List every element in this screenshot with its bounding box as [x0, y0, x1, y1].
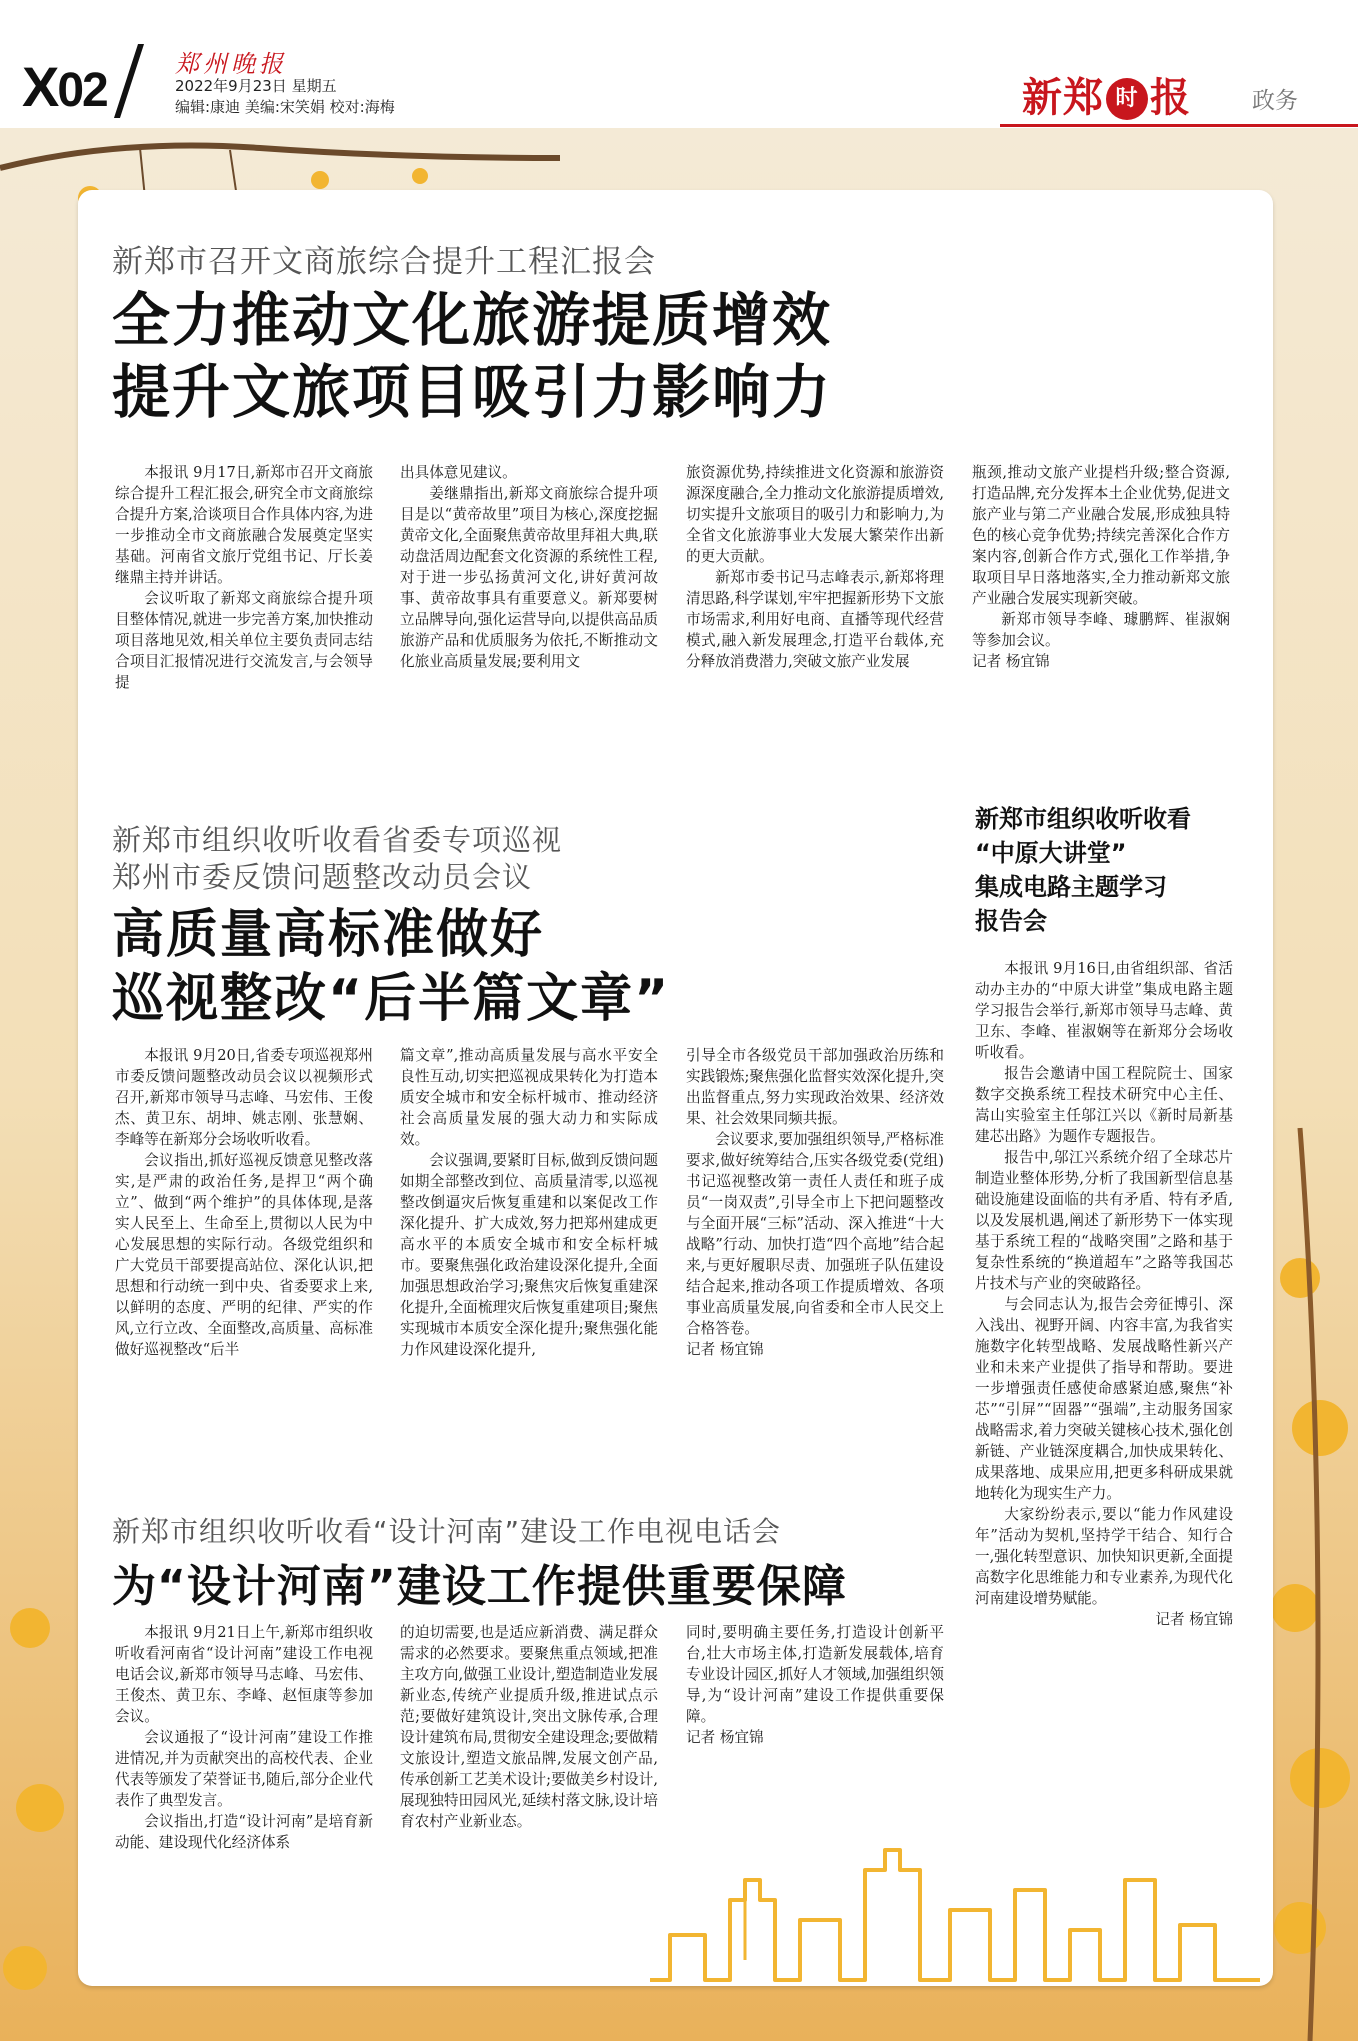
paragraph: 同时,要明确主要任务,打造设计创新平台,壮大市场主体,打造新发展载体,培育专业设计园区,抓好人才领域,加强组织领导,为“设计河南”建设工作提供重要保障。	[686, 1624, 944, 1725]
byline: 记者 杨宜锦	[686, 1341, 764, 1358]
paragraph: 本报讯 9月20日,省委专项巡视郑州市委反馈问题整改动员会议以视频形式召开,新郑市领导马志峰、马宏伟、王俊杰、黄卫东、胡坤、姚志刚、张慧娴、李峰等在新郑分会场收听收看。	[115, 1047, 373, 1148]
article4-column-2	[400, 1622, 658, 1832]
byline: 记者 杨宜锦	[1155, 1611, 1233, 1628]
article1-column-2	[400, 462, 658, 672]
editor-credits: 编辑:康迪 美编:宋笑娟 校对:海梅	[175, 98, 395, 116]
byline: 记者 杨宜锦	[972, 653, 1050, 670]
masthead	[0, 0, 1358, 128]
article2-headline-line1: 高质量高标准做好	[112, 905, 545, 965]
article2-column-1	[115, 1045, 373, 1360]
paragraph: 瓶颈,推动文旅产业提档升级;整合资源,打造品牌,充分发挥本土企业优势,促进文旅产业与第二产业融合发展,形成独具特色的核心竞争优势;持续完善深化合作方案内容,创新合作方式,强化工作举措,争取项目早日落地落实,全力推动新郑文旅产业融合发展实现新突破。	[972, 464, 1230, 607]
paragraph: 会议指出,抓好巡视反馈意见整改落实,是严肃的政治任务,是捍卫“两个确立”、做到“两个维护”的具体体现,是落实人民至上、生命至上,贯彻以人民为中心发展思想的实际行动。各级党组织和广大党员干部要提高站位、深化认识,把思想和行动统一到中央、省委要求上来,以鲜明的态度、严明的纪律、严实的作风,立行立改、全面整改,高质量、高标准做好巡视整改“后半	[115, 1152, 373, 1358]
article2-kicker-line1: 新郑市组织收听收看省委专项巡视	[112, 823, 563, 857]
article1-column-1	[115, 462, 373, 693]
article2-kicker-line2: 郑州市委反馈问题整改动员会议	[112, 860, 533, 894]
paragraph: 会议通报了“设计河南”建设工作推进情况,并为贡献突出的高校代表、企业代表等颁发了荣誉证书,随后,部分企业代表作了典型发言。	[115, 1729, 373, 1809]
paragraph: 与会同志认为,报告会旁征博引、深入浅出、视野开阔、内容丰富,为我省实施数字化转型战略、发展战略性新兴产业和未来产业提供了指导和帮助。要进一步增强责任感使命感紧迫感,聚焦“补芯”“引屏”“固器”“强端”,主动服务国家战略需求,着力突破关键核心技术,强化创新链、产业链深度耦合,加快成果转化、成果落地、成果应用,把更多科研成果就地转化为现实生产力。	[975, 1296, 1233, 1502]
paragraph: 会议强调,要紧盯目标,做到反馈问题如期全部整改到位、高质量清零,以巡视整改倒逼灾后恢复重建和以案促改工作深化提升、扩大成效,努力把郑州建成更高水平的本质安全城市和安全标杆城市。要聚焦强化政治建设深化提升,全面加强思想政治学习;聚焦灾后恢复重建深化提升,全面梳理灾后恢复重建项目;聚焦实现城市本质安全深化提升;聚焦强化能力作风建设深化提升,	[400, 1152, 658, 1358]
paragraph: 报告中,邬江兴系统介绍了全球芯片制造业整体形势,分析了我国新型信息基础设施建设面临的共有矛盾、特有矛盾,以及发展机遇,阐述了新形势下一体实现基于系统工程的“战略突围”之路和基于复杂性系统的“换道超车”之路等我国芯片技术与产业的突破路径。	[975, 1149, 1233, 1292]
masthead-divider	[114, 44, 144, 118]
issue-date: 2022年9月23日 星期五	[175, 77, 337, 95]
article4-column-1	[115, 1622, 373, 1853]
article4-kicker: 新郑市组织收听收看“设计河南”建设工作电视电话会	[112, 1515, 782, 1548]
paragraph: 会议听取了新郑文商旅综合提升项目整体情况,就进一步完善方案,加快推动项目落地见效,相关单位主要负责同志结合项目汇报情况进行交流发言,与会领导提	[115, 590, 373, 691]
article1-headline-line1: 全力推动文化旅游提质增效	[112, 286, 833, 354]
article3-title-line2: “中原大讲堂”	[975, 839, 1127, 867]
paragraph: 大家纷纷表示,要以“能力作风建设年”活动为契机,坚持学干结合、知行合一,强化转型意识、加快知识更新,全面提高数字化思维能力和专业素养,为现代化河南建设增势赋能。	[975, 1506, 1233, 1607]
city-skyline-illustration	[650, 1840, 1260, 1990]
paragraph: 的迫切需要,也是适应新消费、满足群众需求的必然要求。要聚焦重点领域,把准主攻方向,做强工业设计,塑造制造业发展新业态,传统产业提质升级,推进试点示范;要做好建筑设计,突出文脉传承,合理设计建筑布局,贯彻安全建设理念;要做精文旅设计,塑造文旅品牌,发展文创产品,传承创新工艺美术设计;要做美乡村设计,展现独特田园风光,延续村落文脉,设计培育农村产业新业态。	[400, 1624, 658, 1830]
paragraph: 本报讯 9月16日,由省组织部、省活动办主办的“中原大讲堂”集成电路主题学习报告会举行,新郑市领导马志峰、黄卫东、李峰、崔淑娴等在新郑分会场收听收看。	[975, 960, 1233, 1061]
paragraph: 报告会邀请中国工程院院士、国家数字交换系统工程技术研究中心主任、嵩山实验室主任邬江兴以《新时局新基建芯出路》为题作专题报告。	[975, 1065, 1233, 1145]
page-number: X02	[22, 55, 107, 118]
article4-headline: 为“设计河南”建设工作提供重要保障	[112, 1561, 847, 1612]
article1-headline-line2: 提升文旅项目吸引力影响力	[112, 358, 833, 426]
article2-column-2	[400, 1045, 658, 1360]
article2-column-3	[686, 1045, 944, 1360]
article1-column-4	[972, 462, 1230, 672]
paragraph: 本报讯 9月17日,新郑市召开文商旅综合提升工程汇报会,研究全市文商旅综合提升方案,洽谈项目合作具体内容,为进一步推动全市文商旅融合发展奠定坚实基础。河南省文旅厅党组书记、厅长姜继鼎主持并讲话。	[115, 464, 373, 586]
article2-headline-line2: 巡视整改“后半篇文章”	[112, 969, 671, 1029]
paragraph: 新郑市领导李峰、璩鹏辉、崔淑娴等参加会议。	[972, 611, 1230, 649]
header-rule	[1000, 124, 1358, 127]
paragraph: 出具体意见建议。	[400, 464, 517, 481]
paragraph: 新郑市委书记马志峰表示,新郑将理清思路,科学谋划,牢牢把握新形势下文旅市场需求,利用好电商、直播等现代经营模式,融入新发展理念,打造平台载体,充分释放消费潜力,突破文旅产业发展	[686, 569, 944, 670]
article3-title-line1: 新郑市组织收听收看	[975, 805, 1191, 833]
newspaper-logo: 郑州晚报	[175, 50, 287, 78]
section-label: 政务	[1252, 88, 1298, 114]
paragraph: 姜继鼎指出,新郑文商旅综合提升项目是以“黄帝故里”项目为核心,深度挖掘黄帝文化,全面聚焦黄帝故里拜祖大典,联动盘活周边配套文化资源的系统性工程,对于进一步弘扬黄河文化,讲好黄河故事、黄帝故事具有重要意义。新郑要树立品牌导向,强化运营导向,以提供高品质旅游产品和优质服务为依托,不断推动文化旅业高质量发展;要利用文	[400, 485, 658, 670]
paragraph: 旅资源优势,持续推进文化资源和旅游资源深度融合,全力推动文化旅游提质增效,切实提升文旅项目的吸引力和影响力,为全省文化旅游事业大发展大繁荣作出新的更大贡献。	[686, 464, 944, 565]
paragraph: 本报讯 9月21日上午,新郑市组织收听收看河南省“设计河南”建设工作电视电话会议,新郑市领导马志峰、马宏伟、王俊杰、黄卫东、李峰、赵恒康等参加会议。	[115, 1624, 373, 1725]
article1-column-3	[686, 462, 944, 672]
section-brand: 新郑 时 报	[1022, 75, 1191, 121]
article4-column-3	[686, 1622, 944, 1748]
paragraph: 引导全市各级党员干部加强政治历练和实践锻炼;聚焦强化监督实效深化提升,突出监督重点,努力实现政治效果、经济效果、社会效果同频共振。	[686, 1047, 944, 1127]
paragraph: 会议指出,打造“设计河南”是培育新动能、建设现代化经济体系	[115, 1813, 373, 1851]
byline: 记者 杨宜锦	[686, 1729, 764, 1746]
article3-body	[975, 958, 1233, 1630]
paragraph: 篇文章”,推动高质量发展与高水平安全良性互动,切实把巡视成果转化为打造本质安全城市和安全标杆城市、推动经济社会高质量发展的强大动力和实际成效。	[400, 1047, 658, 1148]
paragraph: 会议要求,要加强组织领导,严格标准要求,做好统筹结合,压实各级党委(党组)书记巡视整改第一责任人责任和班子成员“一岗双责”,引导全市上下把问题整改与全面开展“三标”活动、深入推进“十大战略”行动、加快打造“四个高地”结合起来,与更好履职尽责、加强班子队伍建设结合起来,推动各项工作提质增效、各项事业高质量发展,向省委和全市人民交上合格答卷。	[686, 1131, 944, 1337]
article1-kicker: 新郑市召开文商旅综合提升工程汇报会	[112, 244, 656, 280]
brand-badge: 时	[1106, 78, 1148, 120]
article3-title-line4: 报告会	[975, 907, 1047, 935]
article3-title-line3: 集成电路主题学习	[975, 873, 1167, 901]
